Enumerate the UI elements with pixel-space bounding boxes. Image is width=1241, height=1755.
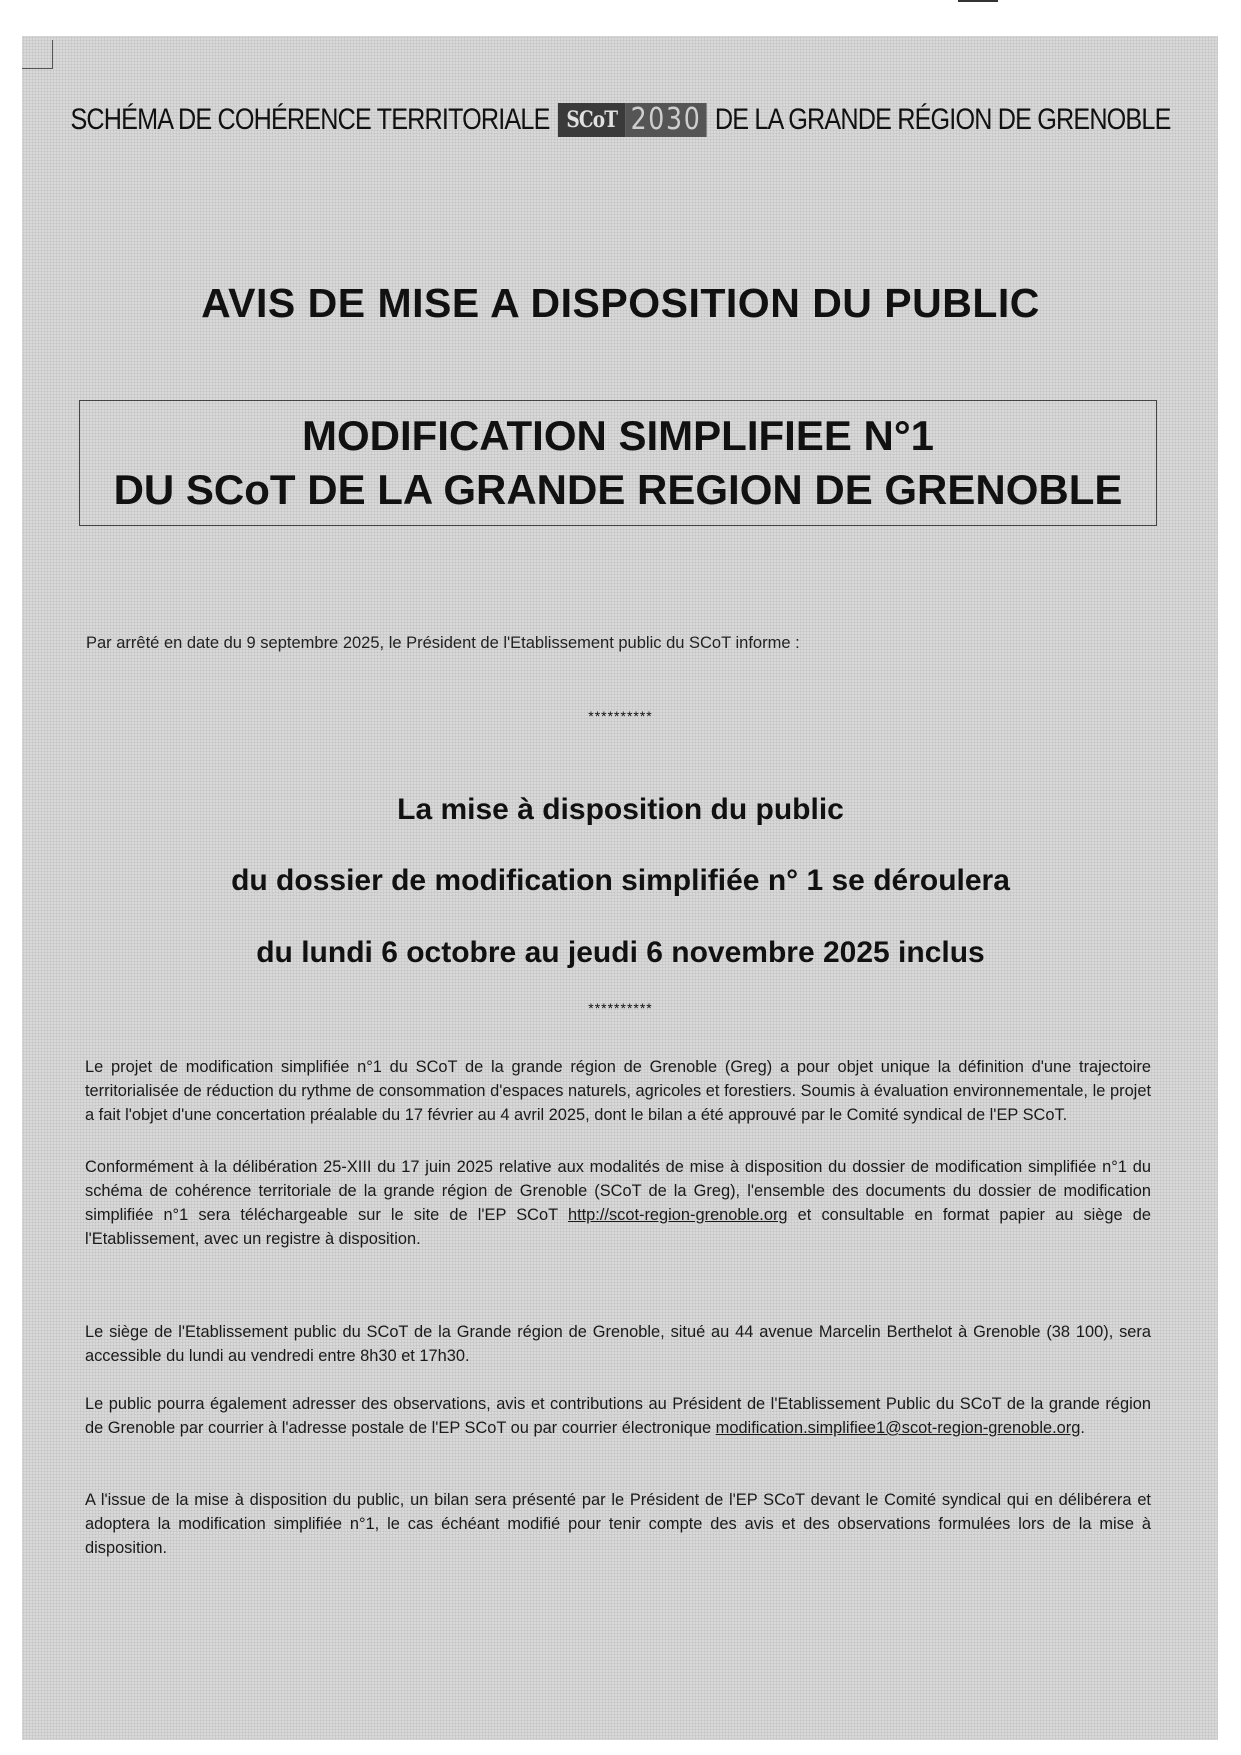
separator-bottom: ********** bbox=[588, 1000, 653, 1016]
paragraph-deliberation-text: Conformément à la délibération 25-XIII du 17 juin 2025 relative aux modalités de mise à disposition du dossier de modification simplifiée n°1 du schéma de cohérence territoriale de la grande région de Grenoble (SCoT de la Greg), l'ensemble des documents du dossier de modification simplifiée n°1 sera téléchargeable sur le site de l'EP SCoT bbox=[85, 1158, 1151, 1224]
headline-line-3: du lundi 6 octobre au jeudi 6 novembre 2025 inclus bbox=[256, 936, 985, 969]
headline-line-1: La mise à disposition du public bbox=[397, 793, 844, 826]
subject-line-1: MODIFICATION SIMPLIFIEE N°1 bbox=[301, 412, 935, 459]
intro-text: Par arrêté en date du 9 septembre 2025, le Président de l'Etablissement public du SCoT informe : bbox=[86, 634, 800, 652]
paragraph-deliberation bbox=[85, 1155, 1151, 1251]
logo-scot-text: SCoT bbox=[558, 103, 626, 137]
header-left-text: SCHÉMA DE COHÉRENCE TERRITORIALE bbox=[70, 103, 550, 136]
paragraph-conclusion: A l'issue de la mise à disposition du public, un bilan sera présenté par le Président de l'EP SCoT devant le Comité syndical qui en délibérera et adoptera la modification simplifiée n°1, le cas échéant modifié pour tenir compte des avis et des observations formulées lors de la mise à disposition. bbox=[85, 1491, 1151, 1557]
paragraph-project: Le projet de modification simplifiée n°1 du SCoT de la grande région de Grenoble (Greg) a pour objet unique la définition d'une trajectoire territorialisée de réduction du rythme de consommation d'espaces naturels, agricoles et forestiers. Soumis à évaluation environnementale, le projet a fait l'objet d'une concertation préalable du 17 février au 4 avril 2025, dont le bilan a été approuvé par le Comité syndical de l'EP SCoT. bbox=[85, 1058, 1151, 1124]
scan-corner-mark bbox=[22, 40, 53, 69]
paragraph-headquarters: Le siège de l'Etablissement public du SCoT de la Grande région de Grenoble, situé au 44 avenue Marcelin Berthelot à Grenoble (38 100), sera accessible du lundi au vendredi entre 8h30 et 17h30. bbox=[85, 1323, 1151, 1365]
email-link[interactable]: modification.simplifiee1@scot-region-grenoble.org bbox=[715, 1419, 1081, 1437]
paragraph-contributions-end: . bbox=[1080, 1419, 1085, 1437]
paragraph-contributions bbox=[85, 1392, 1151, 1440]
subject-box bbox=[79, 400, 1157, 526]
scot-2030-logo bbox=[558, 103, 707, 137]
logo-year-text: 2030 bbox=[626, 103, 707, 137]
header-right-text: DE LA GRANDE RÉGION DE GRENOBLE bbox=[714, 103, 1171, 136]
headline-line-2: du dossier de modification simplifiée n° 1 se déroulera bbox=[231, 864, 1010, 897]
paragraph-deliberation-end: et consultable en format papier au siège de l'Etablissement, avec un registre à disposition. bbox=[85, 1206, 1151, 1248]
paragraph-contributions-text: Le public pourra également adresser des observations, avis et contributions au Président de l'Etablissement Public du SCoT de la grande région de Grenoble par courrier à l'adresse postale de l'EP SCoT ou par courrier électronique bbox=[85, 1395, 1151, 1437]
document-header bbox=[70, 100, 1171, 140]
page-title: AVIS DE MISE A DISPOSITION DU PUBLIC bbox=[201, 280, 1040, 326]
website-link[interactable]: http://scot-region-grenoble.org bbox=[567, 1206, 788, 1224]
separator-top: ********** bbox=[588, 708, 653, 724]
subject-line-2: DU SCoT DE LA GRANDE REGION DE GRENOBLE bbox=[113, 466, 1123, 513]
scan-mark-top bbox=[958, 0, 998, 6]
